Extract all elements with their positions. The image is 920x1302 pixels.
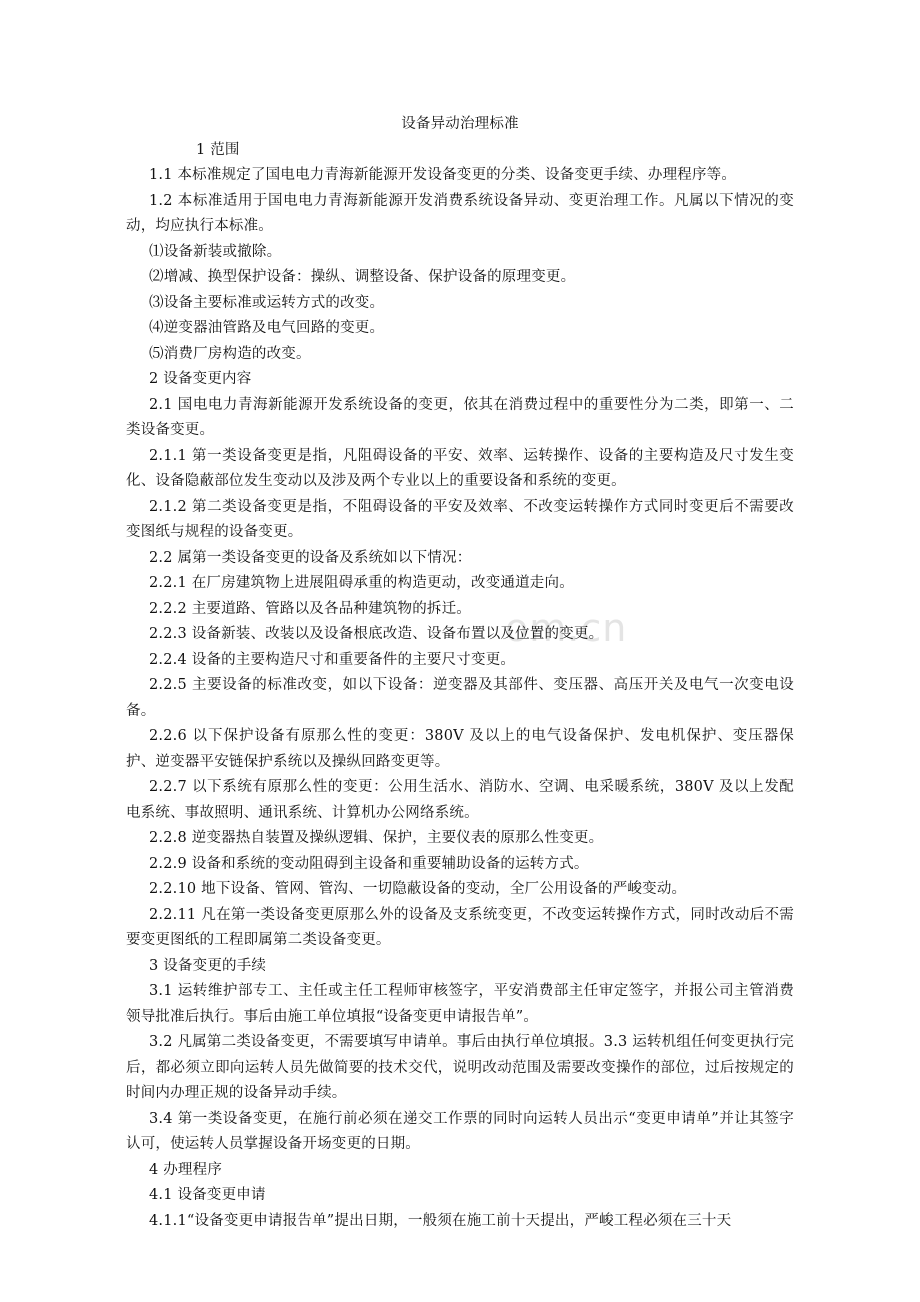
- section-heading: 3 设备变更的手续: [149, 957, 267, 974]
- subsection-heading: 4.1 设备变更申请: [149, 1187, 266, 1203]
- paragraph: 2.1.1 第一类设备变更是指，凡阻碍设备的平安、效率、运转操作、设备的主要构造及尺寸发生变化、设备隐蔽部位发生变动以及涉及两个专业以上的重要设备和系统的变更。: [126, 447, 794, 489]
- paragraph: 2.2.5 主要设备的标准改变，如以下设备：逆变器及其部件、变压器、高压开关及电气一次变电设备。: [126, 677, 794, 719]
- list-item: ⑸消费厂房构造的改变。: [149, 345, 311, 362]
- document-title: 设备异动治理标准: [401, 116, 519, 132]
- paragraph: 3.2 凡属第二类设备变更，不需要填写申请单。事后由执行单位填报。3.3 运转机组任何变更执行完后，都必须立即向运转人员先做简要的技术交代，说明改动范围及需要改变操作的部位，过后按规定的时间内办理正规的设备异动手续。: [126, 1034, 794, 1101]
- paragraph: 2.1.2 第二类设备变更是指，不阻碍设备的平安及效率、不改变运转操作方式同时变更后不需要改变图纸与规程的设备变更。: [126, 498, 794, 540]
- paragraph: 2.2.1 在厂房建筑物上进展阻碍承重的构造更动，改变通道走向。: [149, 575, 574, 591]
- paragraph: 2.2.2 主要道路、管路以及各品种建筑物的拆迁。: [149, 600, 472, 617]
- paragraph: 2.1 国电电力青海新能源开发系统设备的变更，依其在消费过程中的重要性分为二类，即第一、二类设备变更。: [126, 396, 794, 438]
- watermark: om.cn: [505, 606, 628, 650]
- paragraph: 2.2.7 以下系统有原那么性的变更：公用生活水、消防水、空调、电采暖系统，380V 及以上发配电系统、事故照明、通讯系统、计算机办公网络系统。: [126, 779, 794, 821]
- paragraph: 3.4 第一类设备变更，在施行前必须在递交工作票的同时向运转人员出示“变更申请单”并让其签字认可，使运转人员掌握设备开场变更的日期。: [126, 1110, 794, 1152]
- list-item: ⑷逆变器油管路及电气回路的变更。: [149, 320, 385, 336]
- list-item: ⑶设备主要标准或运转方式的改变。: [149, 294, 385, 311]
- document-body: [126, 112, 794, 1234]
- paragraph: 1.1 本标准规定了国电电力青海新能源开发设备变更的分类、设备变更手续、办理程序等。: [149, 167, 737, 183]
- paragraph: 2.2 属第一类设备变更的设备及系统如以下情况：: [149, 549, 472, 566]
- section-heading: 1 范围: [196, 141, 240, 158]
- section-heading: 2 设备变更内容: [149, 371, 252, 387]
- section-heading: 4 办理程序: [149, 1161, 223, 1178]
- paragraph: 2.2.6 以下保护设备有原那么性的变更：380V 及以上的电气设备保护、发电机保护、变压器保护、逆变器平安链保护系统以及操纵回路变更等。: [126, 728, 794, 770]
- paragraph: 2.2.8 逆变器热自装置及操纵逻辑、保护，主要仪表的原那么性变更。: [149, 830, 604, 846]
- list-item: ⑴设备新装或撤除。: [149, 243, 282, 260]
- paragraph: 2.2.3 设备新装、改装以及设备根底改造、设备布置以及位置的变更。: [149, 626, 604, 642]
- paragraph: 4.1.1“设备变更申请报告单”提出日期，一般须在施工前十天提出，严峻工程必须在三十天: [149, 1212, 732, 1229]
- paragraph: 1.2 本标准适用于国电电力青海新能源开发消费系统设备异动、变更治理工作。凡属以下情况的变动，均应执行本标准。: [126, 192, 794, 234]
- paragraph: 2.2.10 地下设备、管网、管沟、一切隐蔽设备的变动，全厂公用设备的严峻变动。: [149, 881, 687, 897]
- list-item: ⑵增减、换型保护设备：操纵、调整设备、保护设备的原理变更。: [149, 269, 576, 285]
- paragraph: 2.2.9 设备和系统的变动阻碍到主设备和重要辅助设备的运转方式。: [149, 855, 589, 872]
- paragraph: 2.2.4 设备的主要构造尺寸和重要备件的主要尺寸变更。: [149, 651, 516, 668]
- paragraph: 2.2.11 凡在第一类设备变更原那么外的设备及支系统变更，不改变运转操作方式，同时改动后不需要变更图纸的工程即属第二类设备变更。: [126, 906, 794, 948]
- paragraph: 3.1 运转维护部专工、主任或主任工程师审核签字，平安消费部主任审定签字，并报公司主管消费领导批准后执行。事后由施工单位填报“设备变更申请报告单”。: [126, 983, 794, 1025]
